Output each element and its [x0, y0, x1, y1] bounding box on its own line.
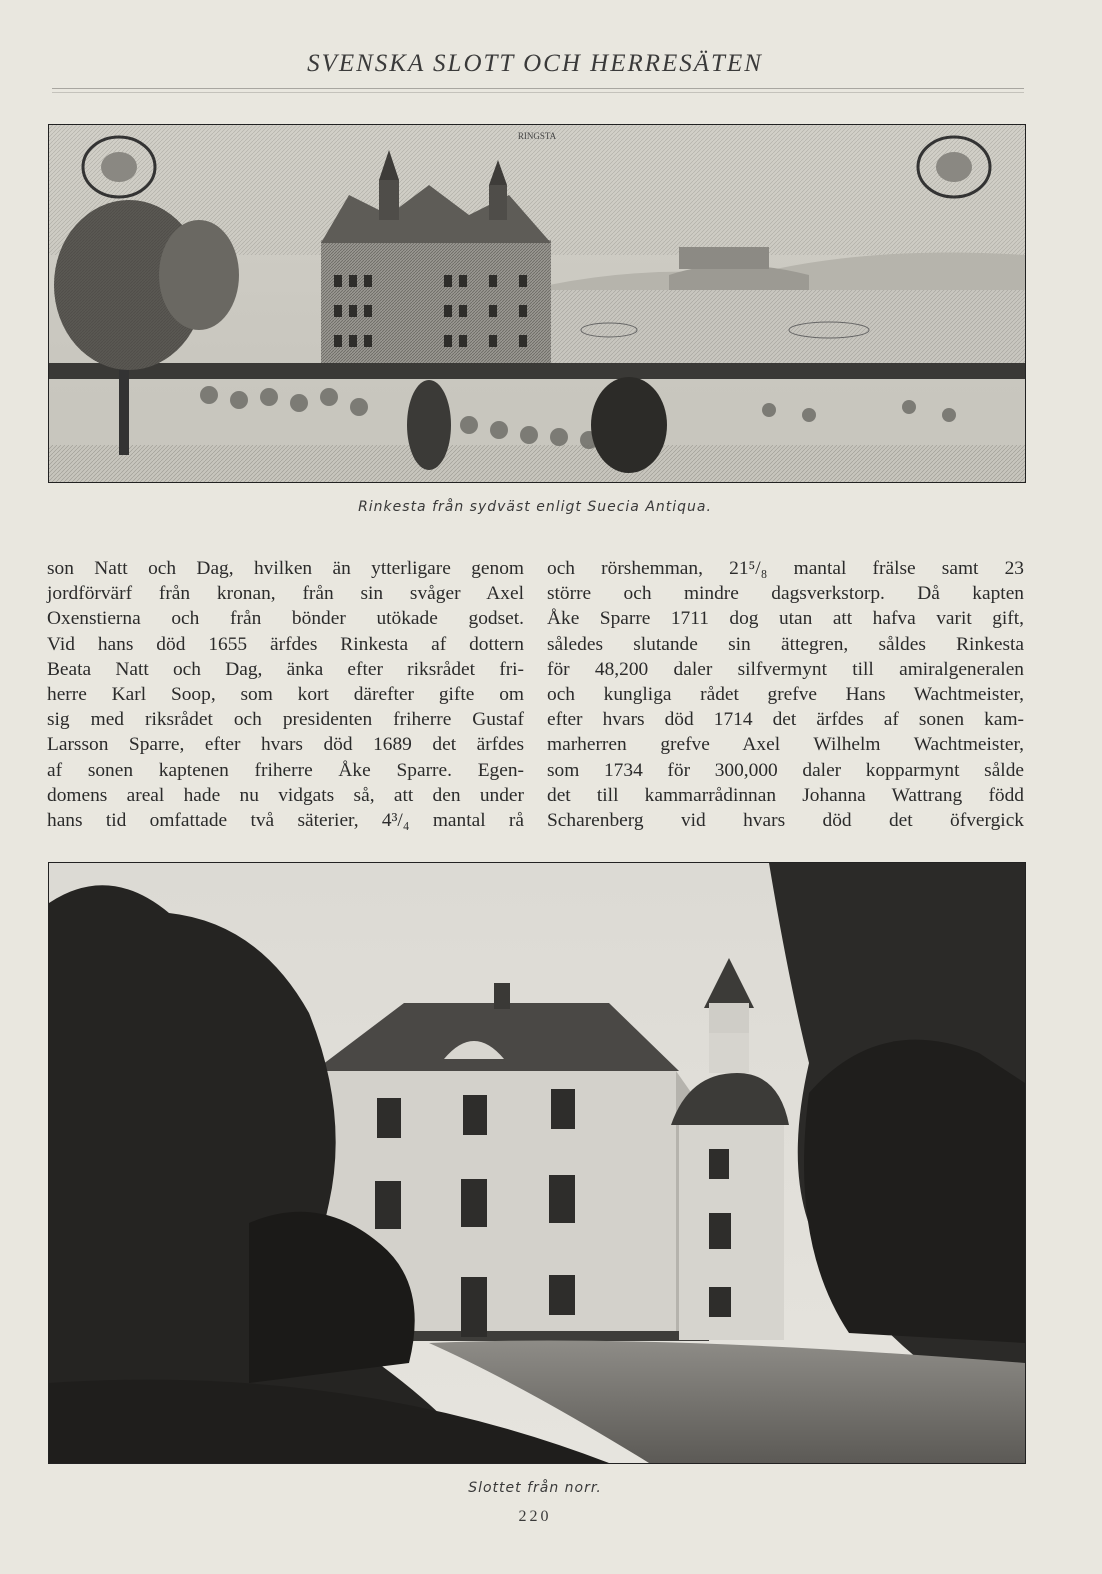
text-line: herre Karl Soop, som kort därefter gifte om	[47, 683, 524, 705]
text-line: som 1734 för 300,000 daler kopparmynt sålde	[547, 759, 1024, 781]
text-line: för 48,200 daler silfvermynt till amiralgeneralen	[547, 658, 1024, 680]
castle-photograph	[49, 863, 1025, 1463]
distant-building	[679, 247, 769, 269]
top-figure-caption: Rinkesta från sydväst enligt Suecia Antiqua.	[358, 499, 712, 515]
header-rule-2	[52, 92, 1024, 93]
text-line: Beata Natt och Dag, änka efter riksrådet fri-	[47, 658, 524, 680]
text-line: och kungliga rådet grefve Hans Wachtmeister,	[547, 683, 1024, 705]
text-line: efter hvars död 1714 det ärfdes af sonen kam-	[547, 709, 1024, 731]
text-line: marherren grefve Axel Wilhelm Wachtmeister,	[547, 734, 1024, 756]
running-title: SVENSKA SLOTT OCH HERRESÄTEN	[307, 50, 763, 77]
text-line: domens areal hade nu vidgats så, att den under	[47, 784, 524, 806]
text-line: sig med riksrådet och presidenten friherre Gustaf	[47, 709, 524, 731]
text-line: således slutande sin ättegren, såldes Rinkesta	[547, 633, 1024, 655]
text-line: det till kammarrådinnan Johanna Wattrang född	[547, 784, 1024, 806]
bottom-figure-caption: Slottet från norr.	[468, 1480, 602, 1496]
engraving-illustration	[49, 125, 1025, 482]
text-column-left	[47, 556, 524, 833]
text-line: Oxenstierna och från bönder utökade godset.	[47, 608, 524, 630]
text-line: större och mindre dagsverkstorp. Då kapten	[547, 583, 1024, 605]
header-rule	[52, 88, 1024, 89]
photograph-figure	[48, 862, 1026, 1464]
text-line: son Natt och Dag, hvilken än ytterligare genom	[47, 558, 524, 579]
page-number: 220	[518, 1508, 552, 1525]
text-line: jordförvärf från kronan, från sin svåger Axel	[47, 583, 524, 605]
text-column-right	[547, 556, 1024, 833]
text-line: Åke Sparre 1711 dog utan att hafva varit gift,	[547, 608, 1024, 630]
engraving-figure	[48, 124, 1026, 483]
engraving-label: RINGSTA	[517, 131, 557, 141]
text-line: Larsson Sparre, efter hvars död 1689 det ärfdes	[47, 734, 524, 756]
text-line: och rörshemman, 21⁵/₈ mantal frälse samt 23	[547, 558, 1024, 579]
text-line: Vid hans död 1655 ärfdes Rinkesta af dottern	[47, 633, 524, 655]
text-line: af sonen kaptenen friherre Åke Sparre. Egen-	[47, 759, 524, 781]
text-line: hans tid omfattade två säterier, 4³/₄ mantal rå	[47, 809, 524, 831]
text-line: Scharenberg vid hvars död det öfvergick	[547, 809, 1024, 831]
